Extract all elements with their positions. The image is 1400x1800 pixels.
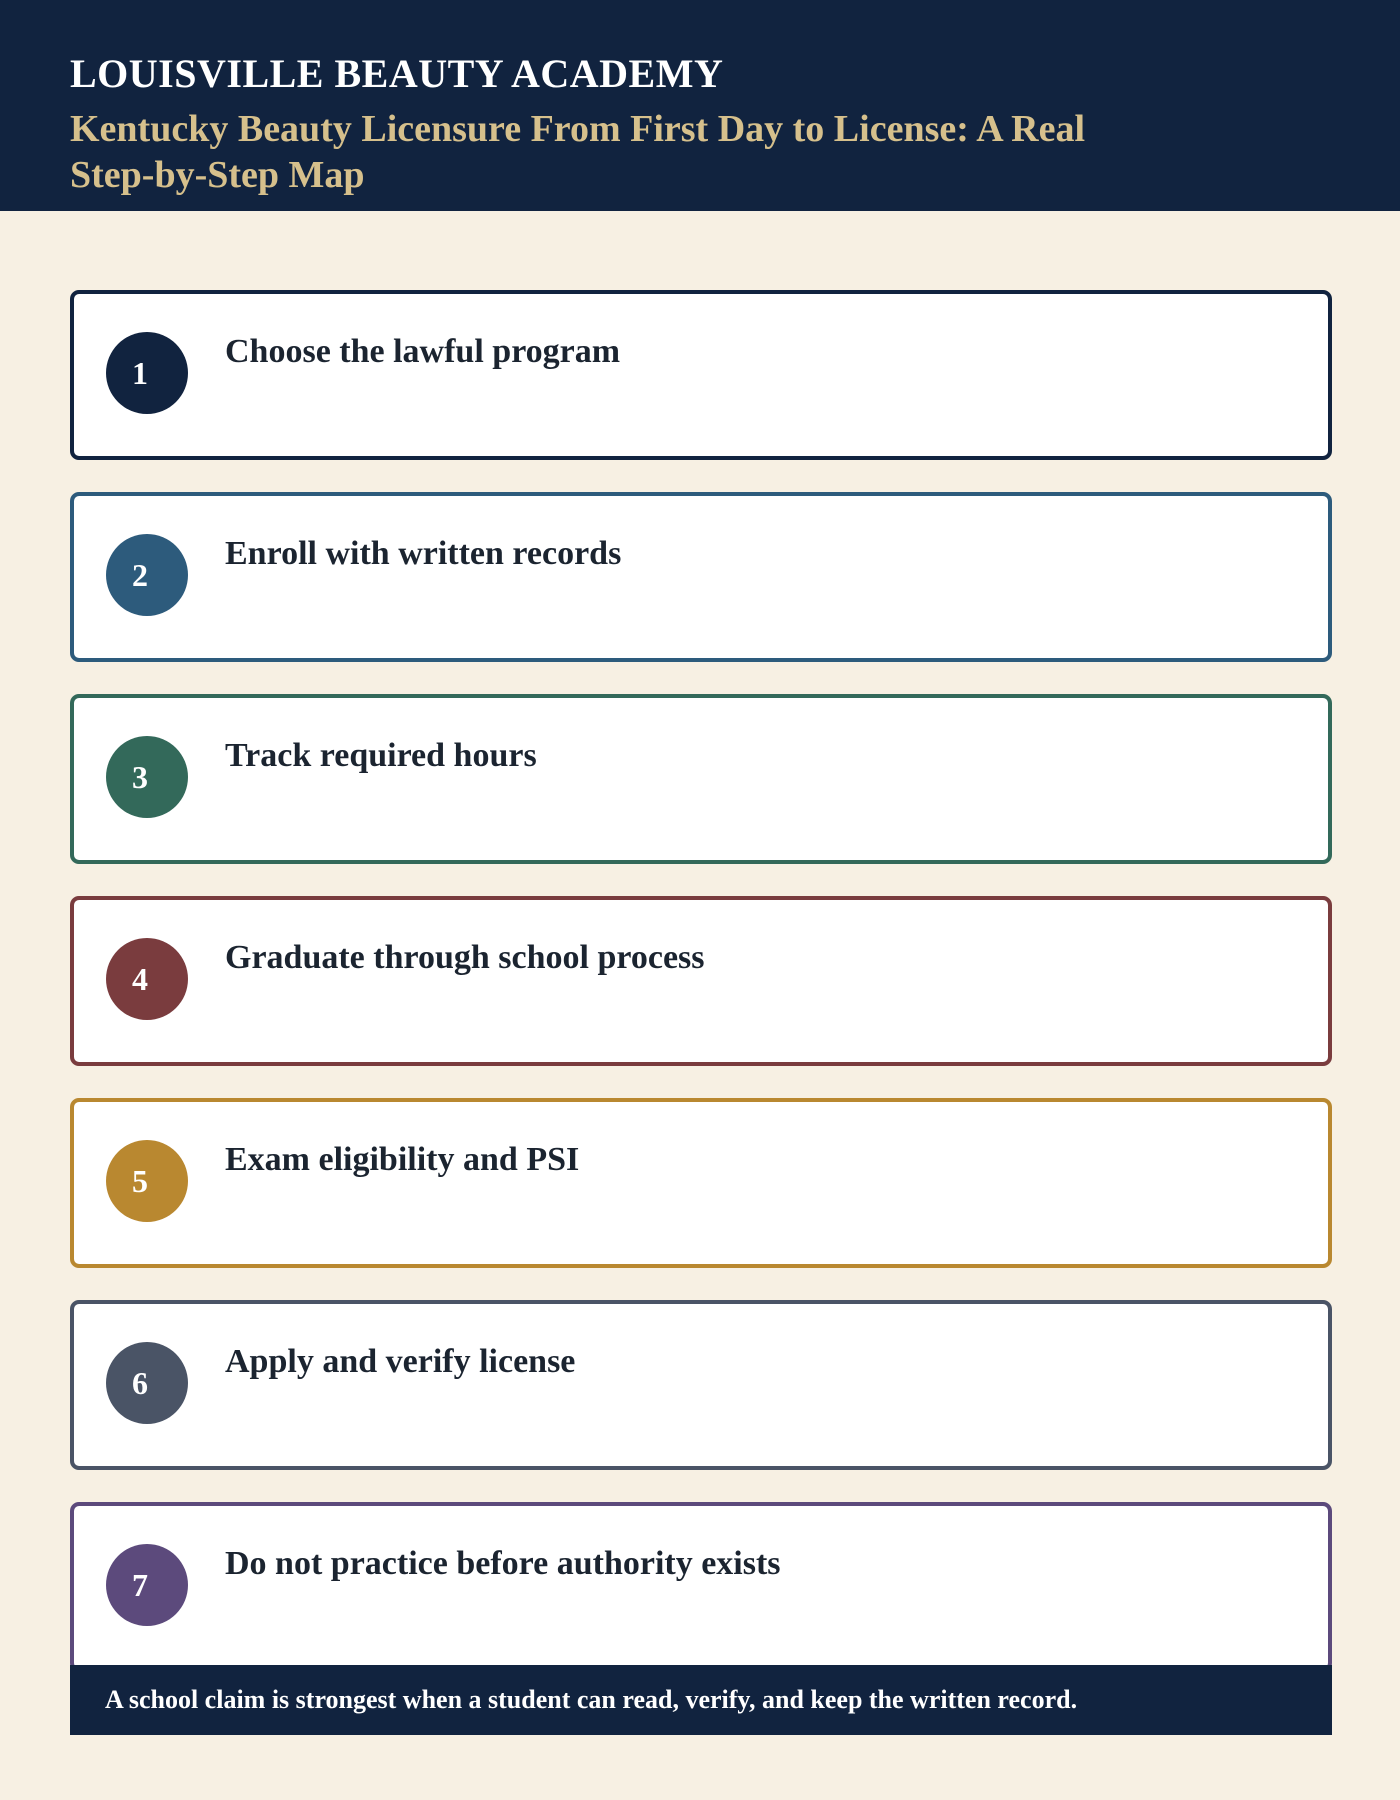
brand-name: LOUISVILLE BEAUTY ACADEMY	[70, 51, 724, 96]
step-card	[70, 290, 1332, 460]
step-card	[70, 896, 1332, 1066]
step-title: Track required hours	[225, 737, 537, 774]
step-number-badge: 5	[106, 1140, 188, 1222]
step-card	[70, 694, 1332, 864]
step-number-badge: 7	[106, 1544, 188, 1626]
steps-list	[70, 290, 1332, 1704]
step-number-badge: 6	[106, 1342, 188, 1424]
step-title: Apply and verify license	[225, 1343, 576, 1380]
step-title: Exam eligibility and PSI	[225, 1141, 580, 1178]
header-banner	[0, 0, 1400, 211]
step-number-badge: 3	[106, 736, 188, 818]
step-card	[70, 1502, 1332, 1672]
step-number-badge: 2	[106, 534, 188, 616]
step-number-badge: 1	[106, 332, 188, 414]
step-card	[70, 1300, 1332, 1470]
footer-note: A school claim is strongest when a student can read, verify, and keep the written record.	[70, 1665, 1332, 1735]
step-title: Do not practice before authority exists	[225, 1545, 781, 1582]
page-title: Kentucky Beauty Licensure From First Day to License: A Real Step-by-Step Map	[70, 108, 1085, 196]
step-card	[70, 492, 1332, 662]
step-number-badge: 4	[106, 938, 188, 1020]
step-title: Enroll with written records	[225, 535, 622, 572]
step-title: Choose the lawful program	[225, 333, 621, 370]
step-card	[70, 1098, 1332, 1268]
step-title: Graduate through school process	[225, 939, 705, 976]
